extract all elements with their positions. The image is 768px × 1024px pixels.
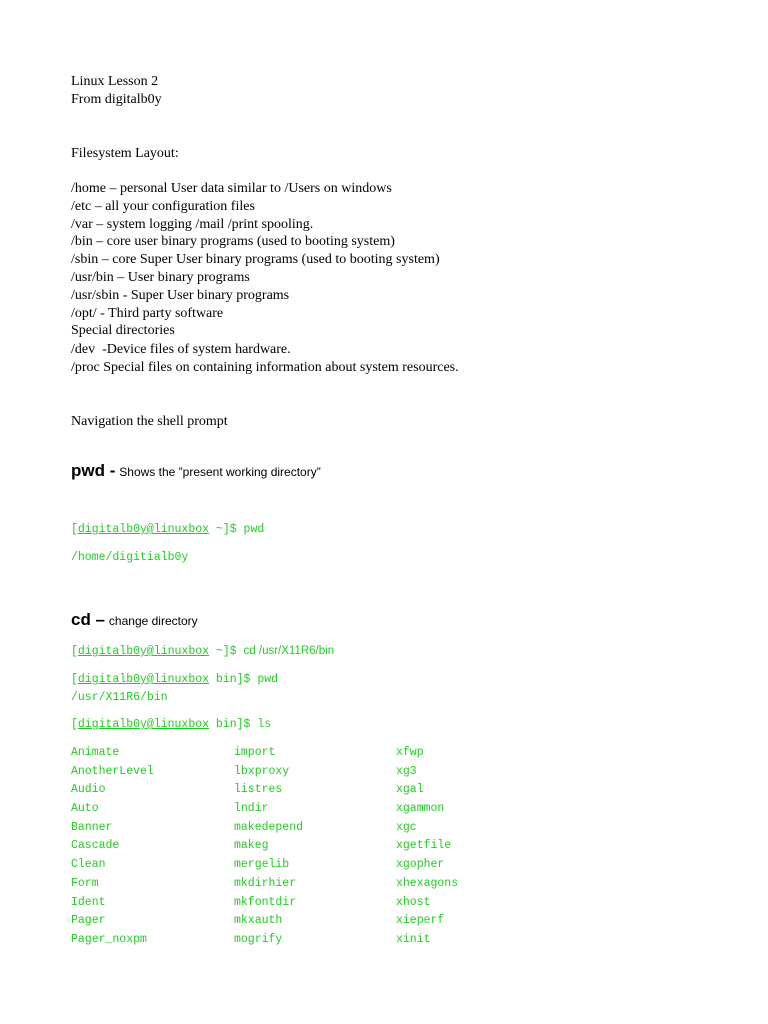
ls-entry: xfwp [396,746,424,759]
ls-entry: mergelib [234,858,290,872]
ls-entry: Pager [71,914,106,928]
ls-entry: import [234,746,276,759]
ls-prompt-line [71,718,271,732]
ls-entry: makedepend [234,820,304,834]
ls-entry: listres [234,783,283,797]
filesystem-line: /opt/ - Third party software [71,306,224,321]
prompt-bracket: [ [71,523,78,536]
prompt-command: bin]$ ls [209,718,272,731]
ls-entry: xinit [396,932,431,946]
ls-entry: AnotherLevel [71,764,154,778]
ls-entry: mkfontdir [234,895,297,909]
ls-entry: makeg [234,839,269,853]
prompt-command: cd /usr/X11R6/bin [243,645,335,657]
document-title: Linux Lesson 2 [71,74,159,89]
prompt-bracket: [ [71,645,78,658]
filesystem-line: /sbin – core Super User binary programs (used to booting system) [71,252,440,267]
prompt-user-host: digitalb0y@linuxbox [77,673,210,686]
filesystem-line: /usr/bin – User binary programs [71,270,250,285]
pwd-prompt-line [71,523,264,537]
ls-entry: lbxproxy [234,764,290,778]
prompt-user-host: digitalb0y@linuxbox [77,645,210,658]
ls-entry: Pager_noxpm [71,932,147,946]
filesystem-line: /home – personal User data similar to /Users on windows [71,181,392,196]
pwd-output: /home/digitialb0y [71,551,189,564]
ls-entry: Form [71,876,99,890]
ls-entry: mogrify [234,932,283,946]
ls-entry: xgc [396,820,417,834]
ls-entry: Audio [71,783,106,797]
filesystem-line: Special directories [71,323,175,338]
filesystem-line: /bin – core user binary programs (used to booting system) [71,234,395,249]
pwd-output-2: /usr/X11R6/bin [71,691,168,704]
pwd-heading [71,462,321,481]
cd-description: change directory [108,614,198,628]
prompt-bracket: [ [71,718,78,731]
prompt-user-host: digitalb0y@linuxbox [77,523,210,536]
pwd-command-name: pwd - [71,461,116,480]
ls-entry: xgal [396,783,424,797]
ls-entry: Ident [71,895,106,909]
filesystem-line: /usr/sbin - Super User binary programs [71,288,290,303]
ls-entry: xhexagons [396,876,459,890]
ls-entry: xieperf [396,914,445,928]
pwd-prompt-line-2 [71,673,278,687]
ls-entry: mkdirhier [234,876,297,890]
filesystem-line: /proc Special files on containing information about system resources. [71,360,459,375]
ls-entry: Clean [71,858,106,872]
filesystem-line: /etc – all your configuration files [71,199,255,214]
ls-entry: Auto [71,802,99,816]
prompt-command: ~]$ pwd [209,523,265,536]
cd-command-name: cd – [71,610,106,629]
ls-entry: xgopher [396,858,445,872]
ls-entry: mkxauth [234,914,283,928]
cd-prompt-line [71,644,334,659]
ls-entry: xgetfile [396,839,452,853]
ls-entry: Banner [71,820,113,834]
ls-output-column-3 [396,746,458,952]
prompt-command: bin]$ pwd [209,673,279,686]
section-heading-filesystem: Filesystem Layout: [71,146,179,161]
cd-heading [71,611,198,630]
filesystem-line: /var – system logging /mail /print spooling. [71,217,314,232]
ls-entry: xgammon [396,802,445,816]
ls-entry: xg3 [396,764,417,778]
ls-entry: xhost [396,895,431,909]
ls-output-column-2 [234,746,303,952]
author-line: From digitalb0y [71,92,162,107]
prompt-bracket: [ [71,673,78,686]
filesystem-line: /dev -Device files of system hardware. [71,342,291,357]
ls-entry: Animate [71,746,120,759]
section-heading-navigation: Navigation the shell prompt [71,414,228,429]
pwd-description: Shows the ”present working directory” [119,465,321,479]
prompt-user-host: digitalb0y@linuxbox [77,718,210,731]
ls-entry: Cascade [71,839,120,853]
ls-entry: lndir [234,802,269,816]
prompt-path: ~]$ [209,645,244,658]
ls-output-column-1 [71,746,154,952]
